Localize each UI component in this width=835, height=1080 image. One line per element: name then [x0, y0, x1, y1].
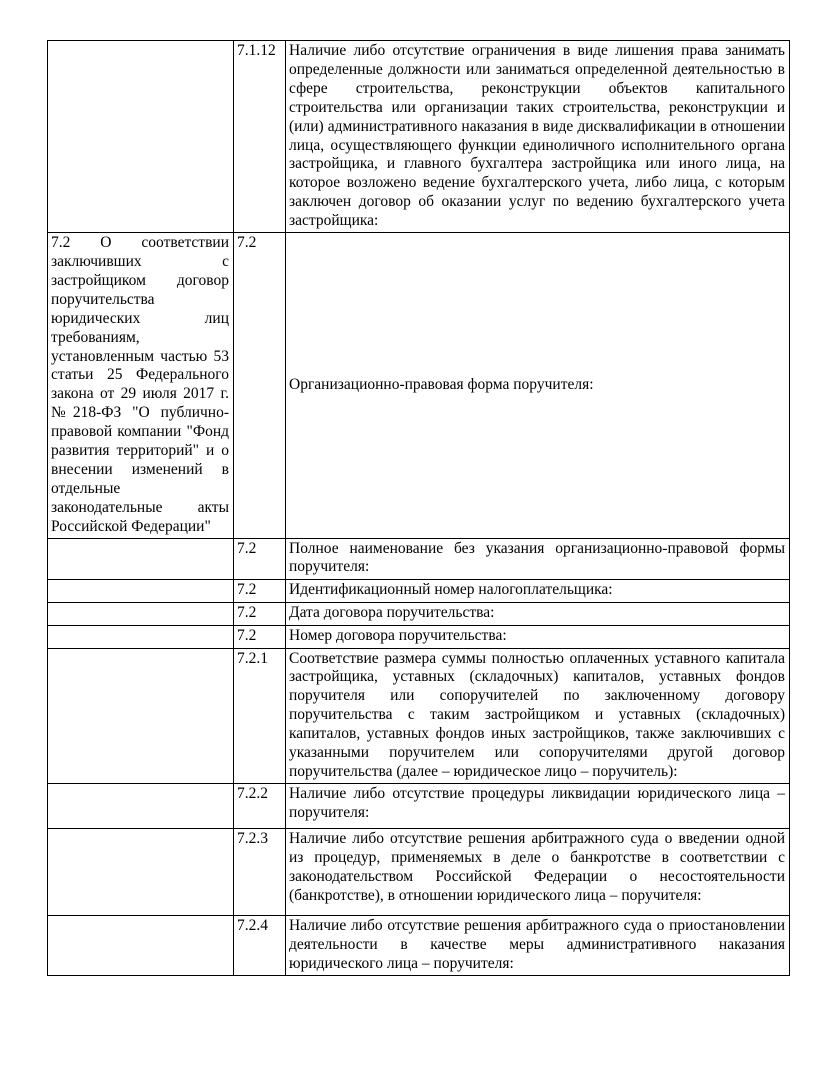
table-row	[48, 602, 790, 625]
clause-number-cell: 7.2.2	[234, 783, 286, 828]
table-row	[48, 41, 790, 233]
section-description-cell	[48, 538, 234, 579]
table-row	[48, 625, 790, 648]
table-row	[48, 648, 790, 783]
clause-number-cell: 7.2	[234, 538, 286, 579]
table-row	[48, 783, 790, 828]
requirement-text-cell: Дата договора поручительства:	[286, 602, 790, 625]
clause-number-cell: 7.2.4	[234, 915, 286, 975]
requirement-text-cell: Наличие либо отсутствие решения арбитражного суда о приостановлении деятельности в качестве меры административного наказания юридического лица – поручителя:	[286, 915, 790, 975]
table-row	[48, 538, 790, 579]
requirement-text-cell: Полное наименование без указания организационно-правовой формы поручителя:	[286, 538, 790, 579]
clause-number-cell: 7.2	[234, 625, 286, 648]
section-description-cell	[48, 625, 234, 648]
table-row	[48, 579, 790, 602]
requirement-text-cell: Наличие либо отсутствие решения арбитражного суда о введении одной из процедур, применяемых в деле о банкротстве в соответствии с законодательством Российской Федерации о несостоятельности (банкротстве), в отношении юридического лица – поручителя:	[286, 828, 790, 915]
clause-number-cell: 7.2	[234, 233, 286, 539]
requirement-text-cell: Идентификационный номер налогоплательщика:	[286, 579, 790, 602]
requirement-text-cell: Номер договора поручительства:	[286, 625, 790, 648]
section-description-cell	[48, 648, 234, 783]
section-description-cell	[48, 602, 234, 625]
clause-number-cell: 7.2.1	[234, 648, 286, 783]
clause-number-cell: 7.2	[234, 602, 286, 625]
clause-number-cell: 7.1.12	[234, 41, 286, 233]
requirements-table	[47, 40, 790, 976]
table-row	[48, 828, 790, 915]
section-description-cell	[48, 828, 234, 915]
requirement-text-cell: Наличие либо отсутствие процедуры ликвидации юридического лица – поручителя:	[286, 783, 790, 828]
table-row	[48, 915, 790, 975]
requirement-text-cell: Соответствие размера суммы полностью оплаченных уставного капитала застройщика, уставных (складочных) капиталов, уставных фондов поручителя или сопоручителей по заключенному договору поручительства с таким застройщиком и уставных (складочных) капиталов, уставных фондов иных застройщиков, также заключивших с указанными поручителем или сопоручителями другой договор поручительства (далее – юридическое лицо – поручитель):	[286, 648, 790, 783]
requirement-text-cell: Организационно-правовая форма поручителя:	[286, 233, 790, 539]
clause-number-cell: 7.2.3	[234, 828, 286, 915]
section-description-cell	[48, 783, 234, 828]
clause-number-cell: 7.2	[234, 579, 286, 602]
requirement-text-cell: Наличие либо отсутствие ограничения в виде лишения права занимать определенные должности или заниматься определенной деятельностью в сфере строительства, реконструкции объектов капитального строительства или организации таких строительства, реконструкции и (или) административного наказания в виде дисквалификации в отношении лица, осуществляющего функции единоличного исполнительного органа застройщика, и главного бухгалтера застройщика или иного лица, на которое возложено ведение бухгалтерского учета, либо лица, с которым заключен договор об оказании услуг по ведению бухгалтерского учета застройщика:	[286, 41, 790, 233]
section-description-cell: 7.2 О соответствии заключивших с застройщиком договор поручительства юридических лиц требованиям, установленным частью 53 статьи 25 Федерального закона от 29 июля 2017 г. №218-ФЗ "О публично-правовой компании "Фонд развития территорий" и о внесении изменений в отдельные законодательные акты Российской Федерации"	[48, 233, 234, 539]
section-description-cell	[48, 915, 234, 975]
table-row	[48, 233, 790, 539]
section-description-cell	[48, 579, 234, 602]
section-description-cell	[48, 41, 234, 233]
